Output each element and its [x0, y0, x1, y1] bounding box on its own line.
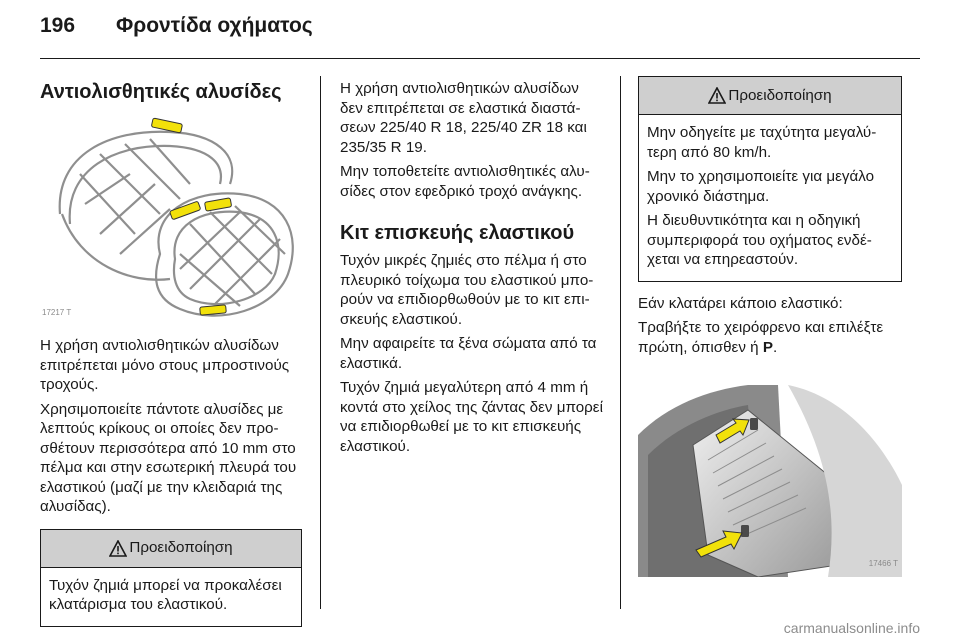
- warning-text: Η διευθυντικότητα και η οδηγική συμπεριφορά του οχήματος ενδέχεται να επηρεαστούν.: [647, 212, 872, 268]
- paragraph: Μην τοποθετείτε αντιολισθητικές αλυσίδες στον εφεδρικό τροχό ανάγκης.: [340, 163, 590, 200]
- page-header: [40, 14, 313, 38]
- column-divider-2: [620, 76, 621, 609]
- warning-triangle-icon: [109, 540, 127, 557]
- paragraph: Η χρήση αντιολισθητικών αλυσίδων επιτρέπεται μόνο στους μπροστινούς τροχούς.: [40, 337, 290, 393]
- page-number: 196: [40, 14, 76, 37]
- figure-number: 17466 T: [868, 558, 898, 568]
- page-title: Φροντίδα οχήματος: [116, 14, 313, 37]
- warning-body: [639, 115, 901, 281]
- column-1: [40, 80, 302, 627]
- paragraph-text: Τραβήξτε το χειρόφρενο και επιλέξτε πρώτη, όπισθεν ή: [638, 319, 884, 356]
- warning-header: [639, 77, 901, 115]
- warning-box: [638, 76, 902, 282]
- column-divider-1: [320, 76, 321, 609]
- section-heading-tyre-repair-kit: Κιτ επισκευής ελαστικού: [340, 222, 575, 244]
- car-interior-photo: [638, 365, 902, 577]
- warning-title: Προειδοποίηση: [129, 539, 233, 557]
- gear-p-label: P: [762, 338, 773, 356]
- handbrake-gear-photo: [638, 365, 902, 577]
- snow-chains-illustration: [40, 114, 306, 326]
- warning-text: Τυχόν ζημιά μπορεί να προκαλέσει κλατάρισμα του ελαστικού.: [49, 576, 282, 613]
- paragraph: Μην αφαιρείτε τα ξένα σώματα από τα ελαστικά.: [340, 335, 597, 372]
- paragraph: Τυχόν ζημιά μεγαλύτερη από 4 mm ή κοντά στο χείλος της ζάντας δεν μπορεί να επιδιορθωθεί με το κιτ επισκευής ελαστικού.: [340, 379, 603, 455]
- warning-title: Προειδοποίηση: [728, 86, 832, 104]
- section-heading-snow-chains: Αντιολισθητικές αλυσίδες: [40, 81, 282, 103]
- paragraph: Εάν κλατάρει κάποιο ελαστικό:: [638, 294, 843, 312]
- warning-triangle-icon: [708, 87, 726, 104]
- figure-number: 17217 T: [42, 307, 72, 317]
- warning-text: Μην οδηγείτε με ταχύτητα μεγαλύτερη από 80 km/h.: [647, 124, 877, 161]
- header-rule: [40, 58, 920, 59]
- paragraph: Η χρήση αντιολισθητικών αλυσίδων δεν επιτρέπεται σε ελαστικά διαστάσεων 225/40 R 18, 225/40 ZR 18 και 235/35 R 19.: [340, 80, 587, 156]
- paragraph: Χρησιμοποιείτε πάντοτε αλυσίδες με λεπτούς κρίκους οι οποίες δεν προσθέτουν περισσότερα από 10 mm στο πέλμα και στην εσωτερική πλευρά του ελαστικού (μαζί με την κλειδαριά της αλυσίδας).: [40, 400, 297, 515]
- warning-box: [40, 529, 302, 627]
- column-3: [638, 76, 902, 577]
- paragraph-text: .: [772, 338, 778, 356]
- snow-chains-drawing: [40, 114, 306, 326]
- column-2: [340, 79, 604, 461]
- paragraph: Τυχόν μικρές ζημιές στο πέλμα ή στο πλευρικό τοίχωμα του ελαστικού μπορούν να επιδιορθωθούν με το κιτ επισκευής ελαστικού.: [340, 252, 594, 328]
- paragraph: [638, 318, 902, 357]
- warning-text: Μην το χρησιμοποιείτε για μεγάλο χρονικό διάστημα.: [647, 168, 875, 205]
- warning-body: [41, 568, 301, 626]
- warning-header: [41, 530, 301, 568]
- watermark: carmanualsonline.info: [783, 620, 920, 636]
